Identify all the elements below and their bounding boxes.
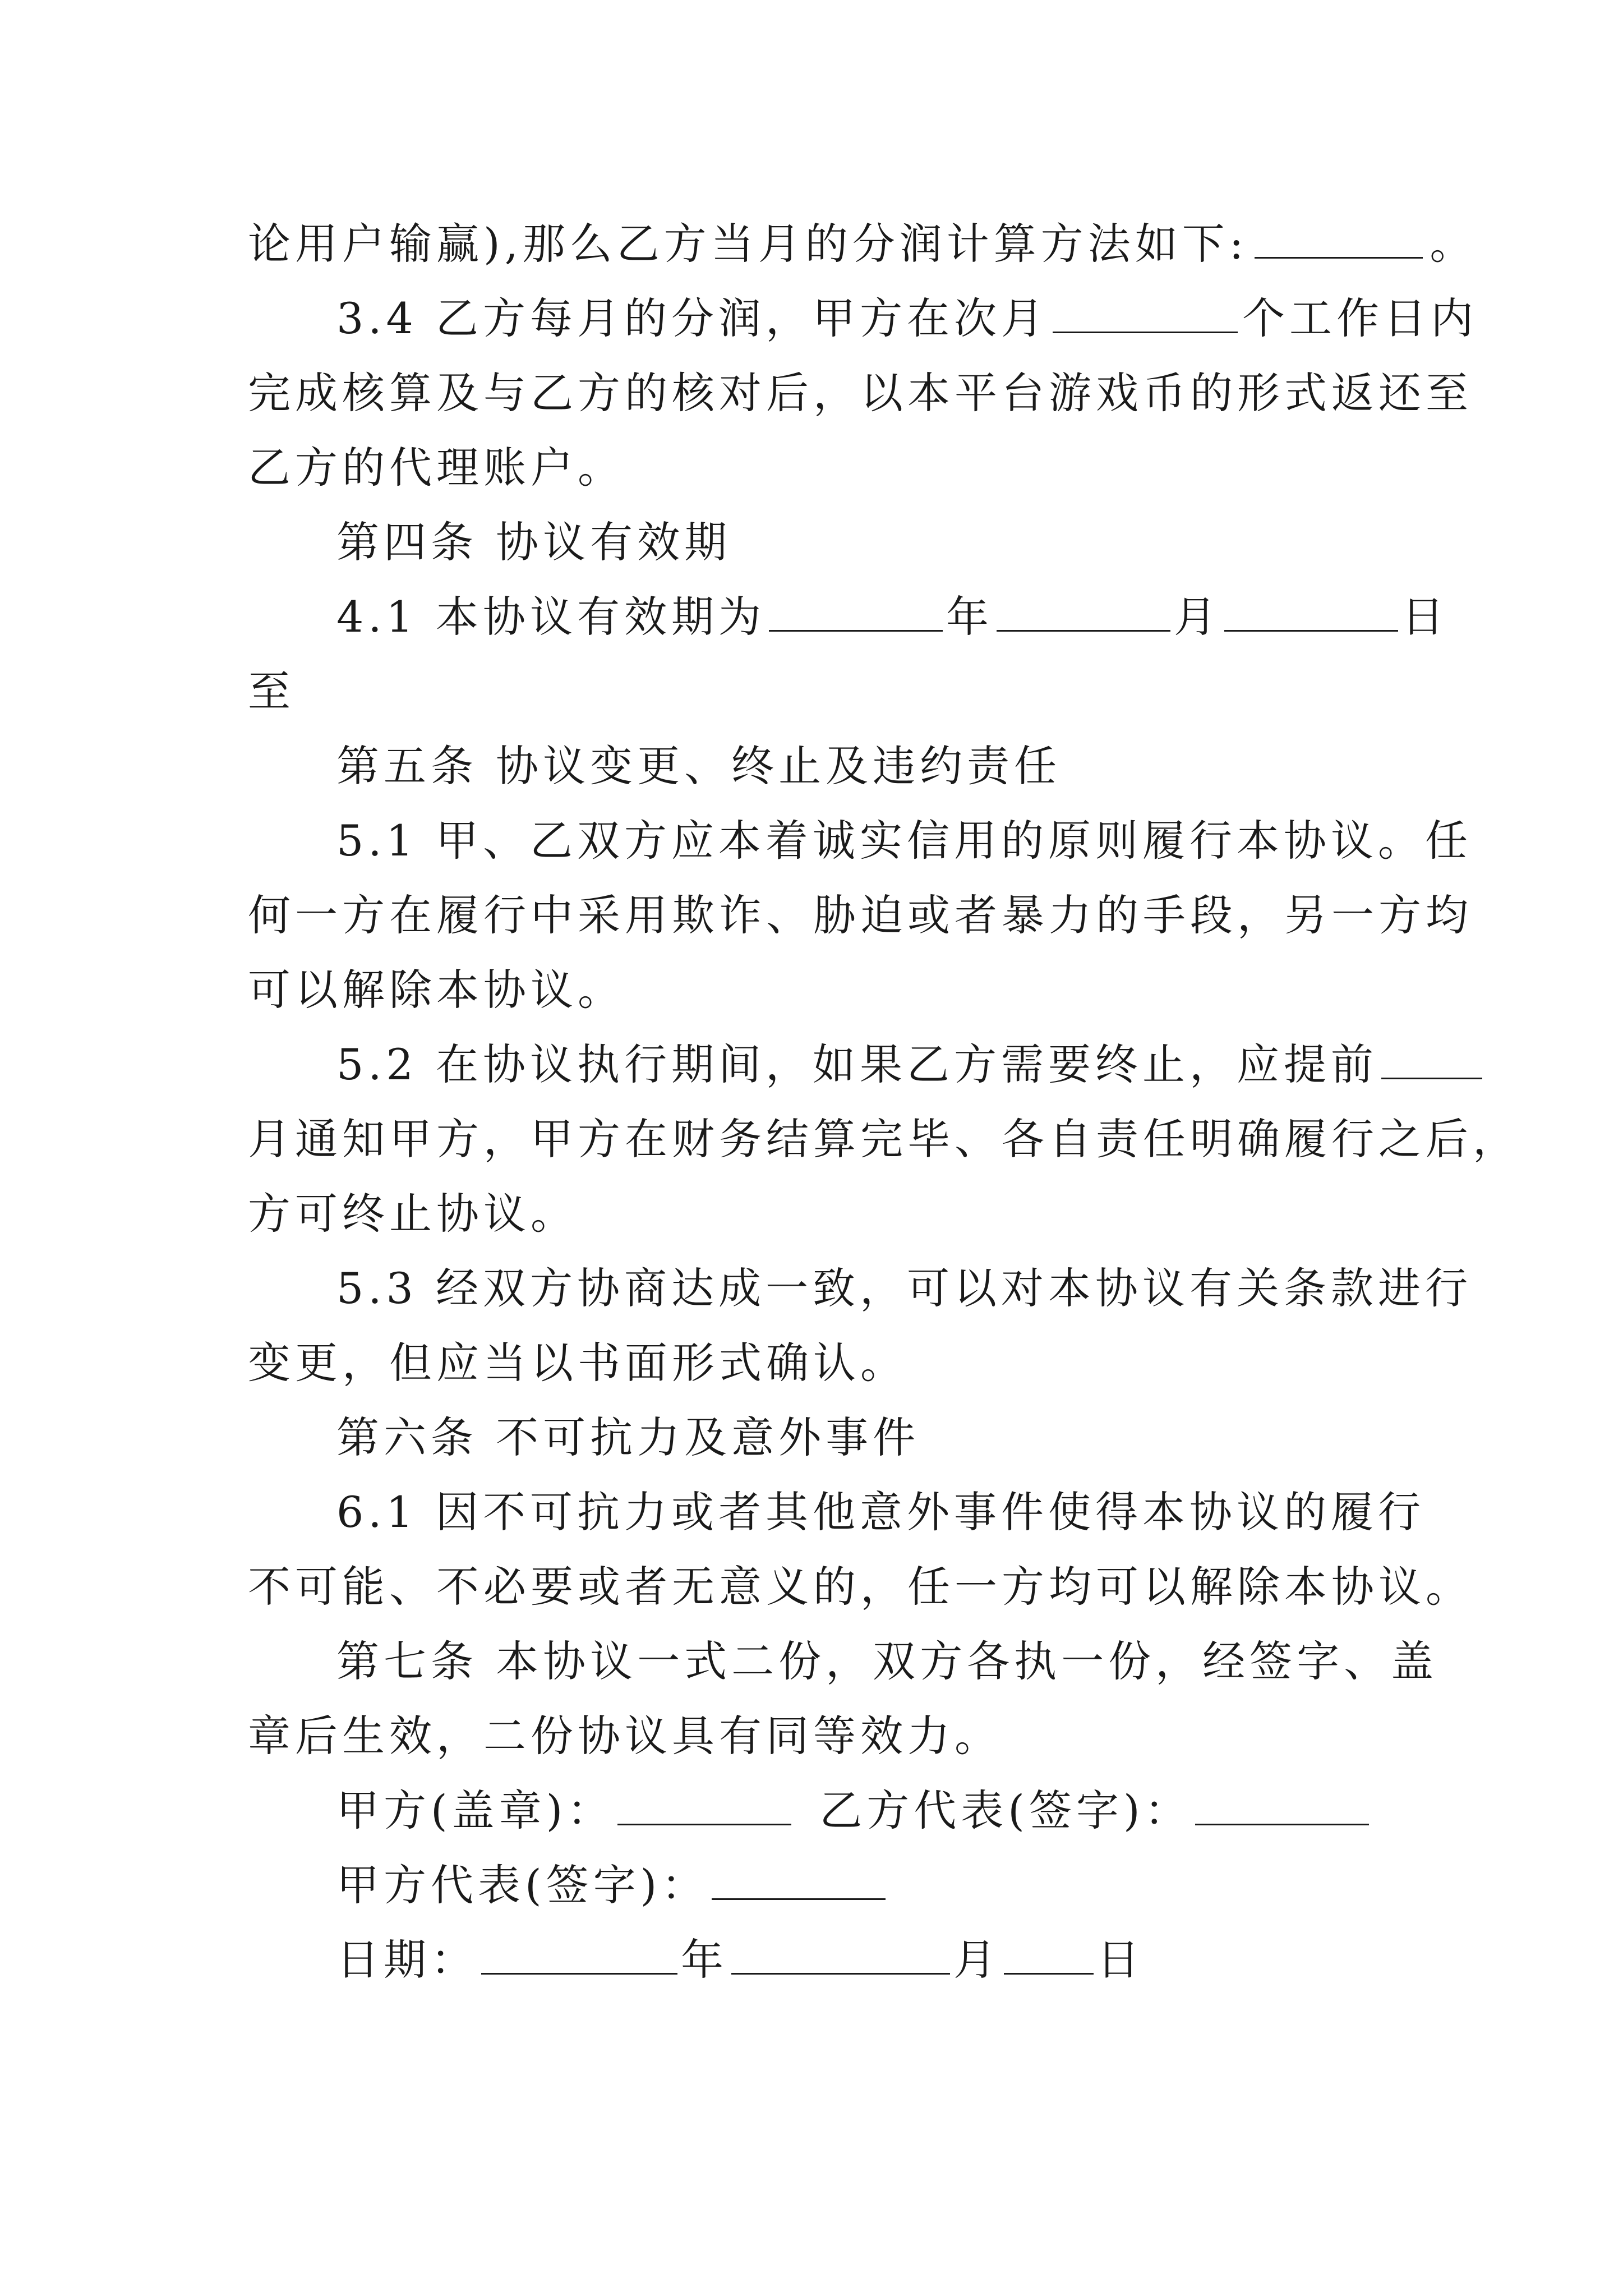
text-line: 不可能、不必要或者无意义的，任一方均可以解除本协议。	[248, 1562, 1473, 1612]
clause-5-1: 5.1 甲、乙双方应本着诚实信用的原则履行本协议。任	[336, 816, 1473, 866]
fill-blank	[997, 596, 1170, 632]
party-b-rep-label: 乙方代表(签字)：	[819, 1786, 1192, 1835]
clause-text: 论用户输赢),那么乙方当月的分润计算方法如下:	[248, 219, 1248, 269]
clause-5-3: 5.3 经双方协商达成一致，可以对本协议有关条款进行	[336, 1263, 1473, 1313]
clause-text: 个工作日内	[1242, 293, 1478, 343]
section-heading: 第六条 不可抗力及意外事件	[336, 1412, 920, 1462]
fill-blank	[769, 596, 943, 632]
clause-4-1	[336, 589, 1449, 645]
clause-5-2	[336, 1037, 1486, 1093]
text-line: 至	[248, 666, 295, 716]
signature-line	[336, 1857, 889, 1913]
clause-text: 日	[1401, 592, 1449, 642]
fill-blank	[1224, 596, 1398, 632]
text-line: 变更，但应当以书面形式确认。	[248, 1338, 907, 1388]
fill-blank	[1004, 1939, 1094, 1975]
fill-blank	[617, 1790, 791, 1825]
text-line: 月通知甲方，甲方在财务结算完毕、各自责任明确履行之后，	[248, 1114, 1520, 1164]
party-a-rep-label: 甲方代表(签字)：	[336, 1860, 709, 1910]
signature-line	[336, 1783, 1372, 1839]
text-line: 方可终止协议。	[248, 1189, 578, 1239]
clause-3-4	[336, 291, 1478, 347]
clause-text: 月	[1174, 592, 1221, 642]
text-line: 完成核算及与乙方的核对后，以本平台游戏币的形式返还至	[248, 368, 1473, 418]
fill-blank	[1195, 1790, 1369, 1825]
text-line: 何一方在履行中采用欺诈、胁迫或者暴力的手段，另一方均	[248, 890, 1473, 940]
fill-blank	[481, 1939, 677, 1975]
party-a-seal-label: 甲方(盖章)：	[336, 1786, 615, 1835]
fill-blank	[1255, 223, 1423, 259]
clause-text: 月	[953, 1935, 1000, 1985]
section-heading: 第五条 协议变更、终止及违约责任	[336, 741, 1062, 791]
fill-blank	[1381, 1044, 1482, 1079]
text-line: 可以解除本协议。	[248, 965, 625, 1015]
clause-text: 4.1 本协议有效期为	[336, 592, 766, 642]
clause-text: 。	[1430, 219, 1477, 269]
clause-text: 3.4 乙方每月的分润，甲方在次月	[336, 293, 1049, 343]
fill-blank	[712, 1865, 886, 1900]
text-line: 乙方的代理账户。	[248, 443, 625, 493]
clause-text: 日	[1097, 1935, 1144, 1985]
clause-text: 年	[946, 592, 994, 642]
clause-text: 5.2 在协议执行期间，如果乙方需要终止，应提前	[336, 1039, 1378, 1089]
clause-6-1: 6.1 因不可抗力或者其他意外事件使得本协议的履行	[336, 1487, 1426, 1537]
text-line	[248, 216, 1477, 272]
date-label: 日期：	[336, 1935, 478, 1985]
clause-text: 年	[681, 1935, 728, 1985]
fill-blank	[1053, 298, 1238, 333]
text-line: 章后生效，二份协议具有同等效力。	[248, 1711, 1002, 1761]
fill-blank	[731, 1939, 950, 1975]
section-heading: 第七条 本协议一式二份，双方各执一份，经签字、盖	[336, 1636, 1438, 1686]
date-line	[336, 1932, 1144, 1988]
section-heading: 第四条 协议有效期	[336, 517, 732, 567]
